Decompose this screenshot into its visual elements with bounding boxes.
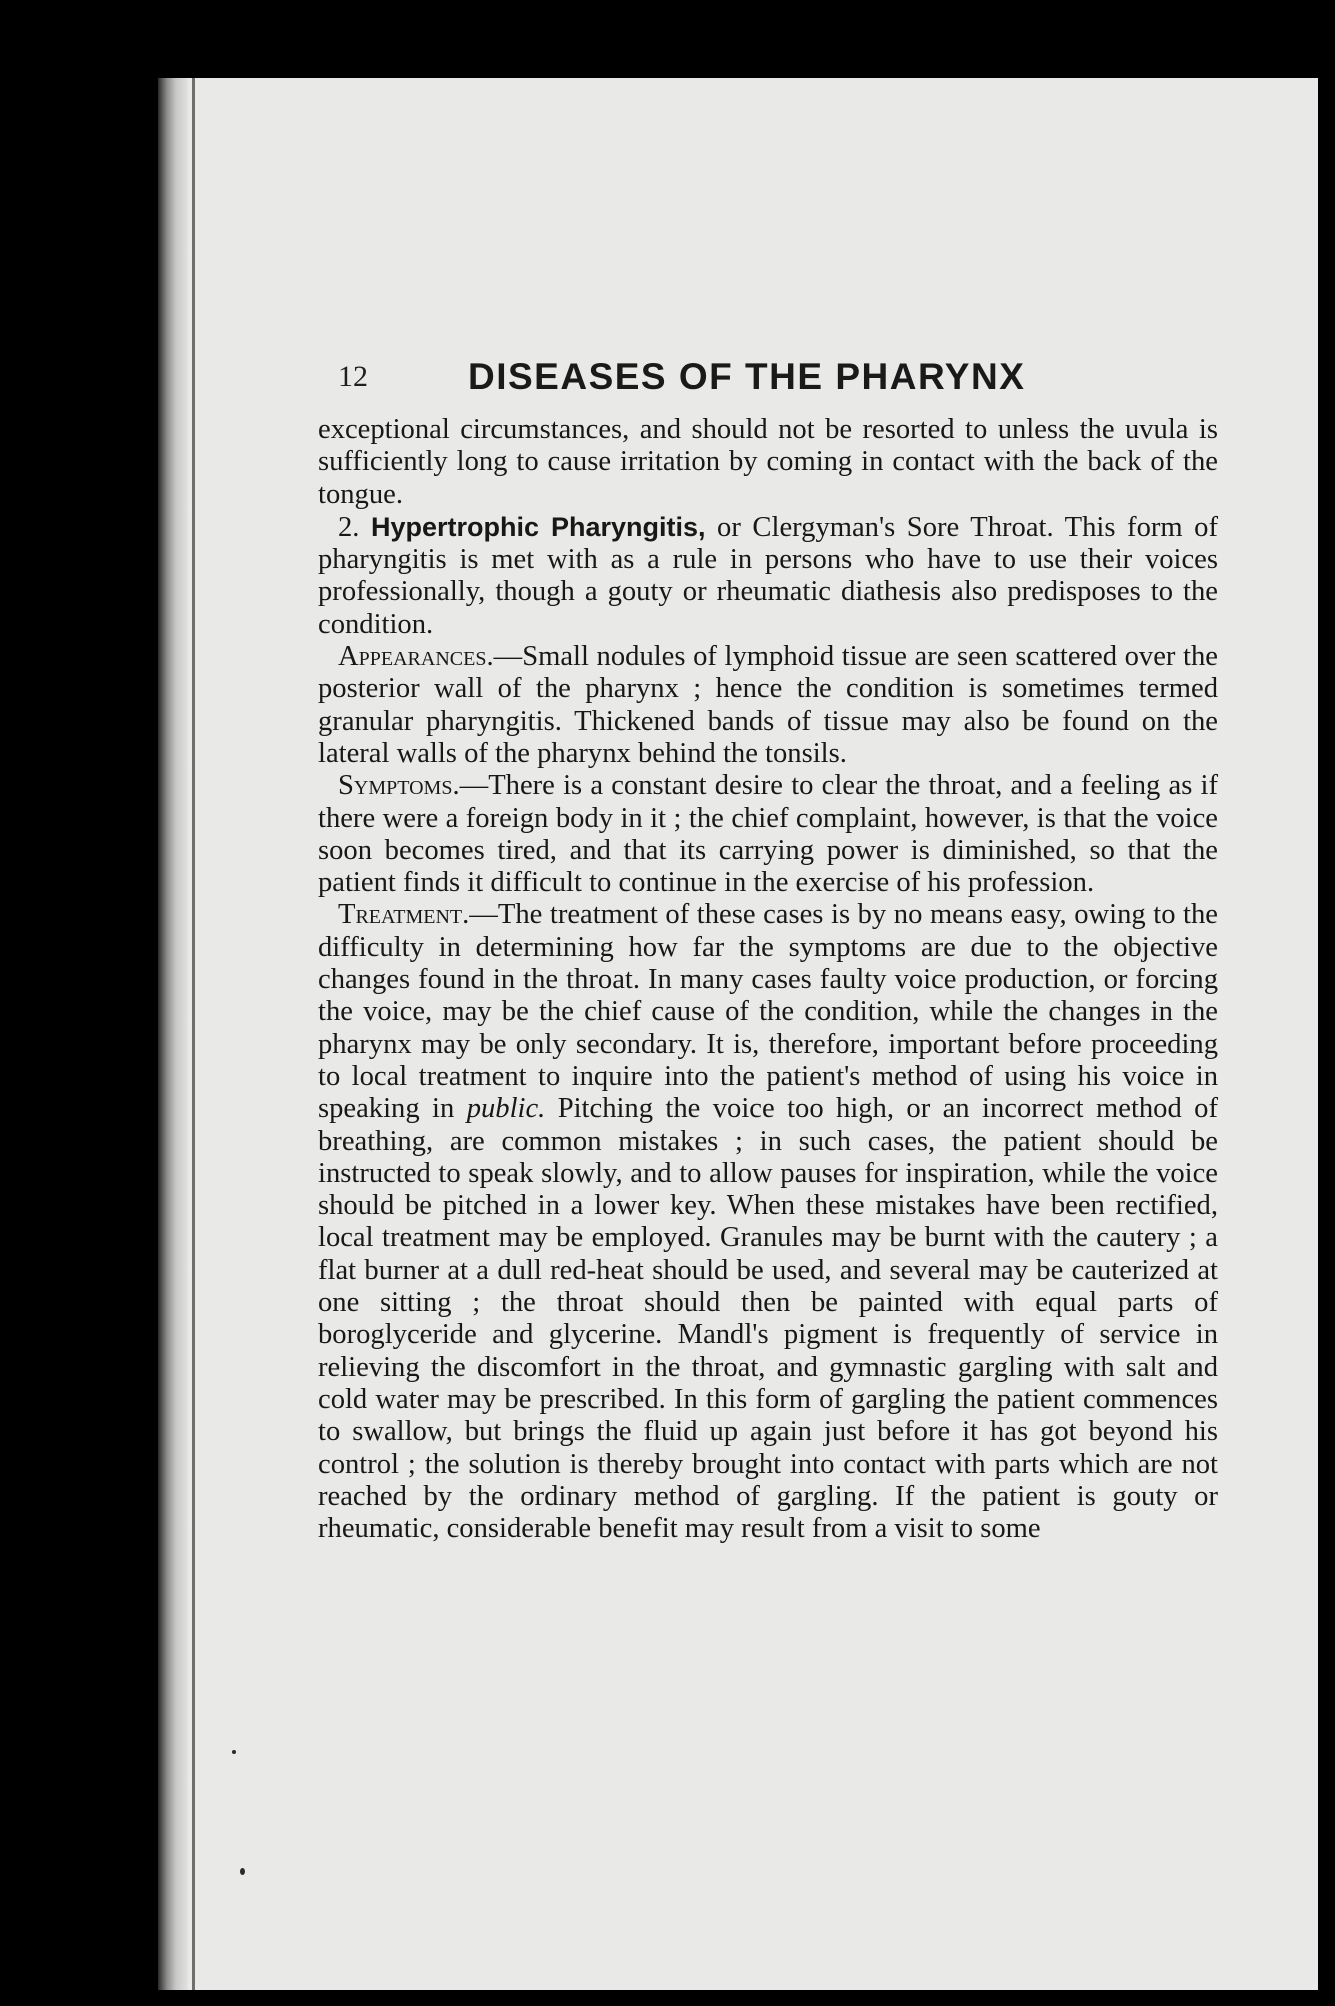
paragraph-appearances: Appearances.—Small nodules of lymphoid tissue are seen scattered over the posterior wall of the pharynx ; hence the condition is sometimes termed granular pharyngitis. Thickened bands of tissue may also be found on the lateral walls of the pharynx behind the tonsils. — [318, 641, 1218, 769]
paragraph-continuation: exceptional circumstances, and should not be resorted to unless the uvula is sufficiently long to cause irritation by coming in contact with the back of the tongue. — [318, 414, 1218, 510]
paragraph-symptoms: Symptoms.—There is a constant desire to clear the throat, and a feeling as if there were a foreign body in it ; the chief complaint, however, is that the voice soon becomes tired, and that its carrying power is diminished, so that the patient finds it difficult to continue in the exercise of his profession. — [318, 770, 1218, 899]
running-title: DISEASES OF THE PHARYNX — [468, 356, 1026, 397]
subheading-appearances: Appearances. — [338, 641, 494, 673]
scan-speck — [232, 1750, 236, 1754]
italic-word: public. — [466, 1093, 546, 1125]
body-text — [318, 414, 1218, 1545]
book-spine-shadow — [158, 78, 188, 1990]
page-header — [338, 356, 1218, 402]
section-heading: Hypertrophic Pharyngitis, — [371, 511, 706, 542]
paragraph-hypertrophic-pharyngitis: 2. Hypertrophic Pharyngitis, or Clergyman's Sore Throat. This form of pharyngitis is met with as a rule in persons who have to use their voices professionally, though a gouty or rheumatic diathesis also predisposes to the condition. — [318, 511, 1218, 640]
page-edge-line — [192, 78, 195, 1990]
subheading-treatment: Treatment. — [338, 899, 470, 931]
subheading-symptoms: Symptoms. — [338, 770, 460, 802]
scan-speck — [240, 1868, 245, 1875]
page-number: 12 — [338, 360, 368, 393]
section-number: 2. — [338, 511, 360, 543]
paragraph-treatment: Treatment.—The treatment of these cases is by no means easy, owing to the difficulty in determining how far the symptoms are due to the objective changes found in the throat. In many cases faulty voice production, or forcing the voice, may be the chief cause of the condition, while the changes in the pharynx may be only secondary. It is, therefore, important before proceeding to local treatment to inquire into the patient's method of using his voice in speaking in public. Pitching the voice too high, or an incorrect method of breathing, are common mistakes ; in such cases, the patient should be instructed to speak slowly, and to allow pauses for inspiration, while the voice should be pitched in a lower key. When these mistakes have been rectified, local treatment may be employed. Granules may be burnt with the cautery ; a flat burner at a dull red-heat should be used, and several may be cauterized at one sitting ; the throat should then be painted with equal parts of boroglyceride and glycerine. Mandl's pigment is frequently of service in relieving the discomfort in the throat, and gymnastic gargling with salt and cold water may be prescribed. In this form of gargling the patient commences to swallow, but brings the fluid up again just before it has got beyond his control ; the solution is thereby brought into contact with parts which are not reached by the ordinary method of gargling. If the patient is gouty or rheumatic, considerable benefit may result from a visit to some — [318, 899, 1218, 1545]
book-page — [158, 78, 1318, 1990]
